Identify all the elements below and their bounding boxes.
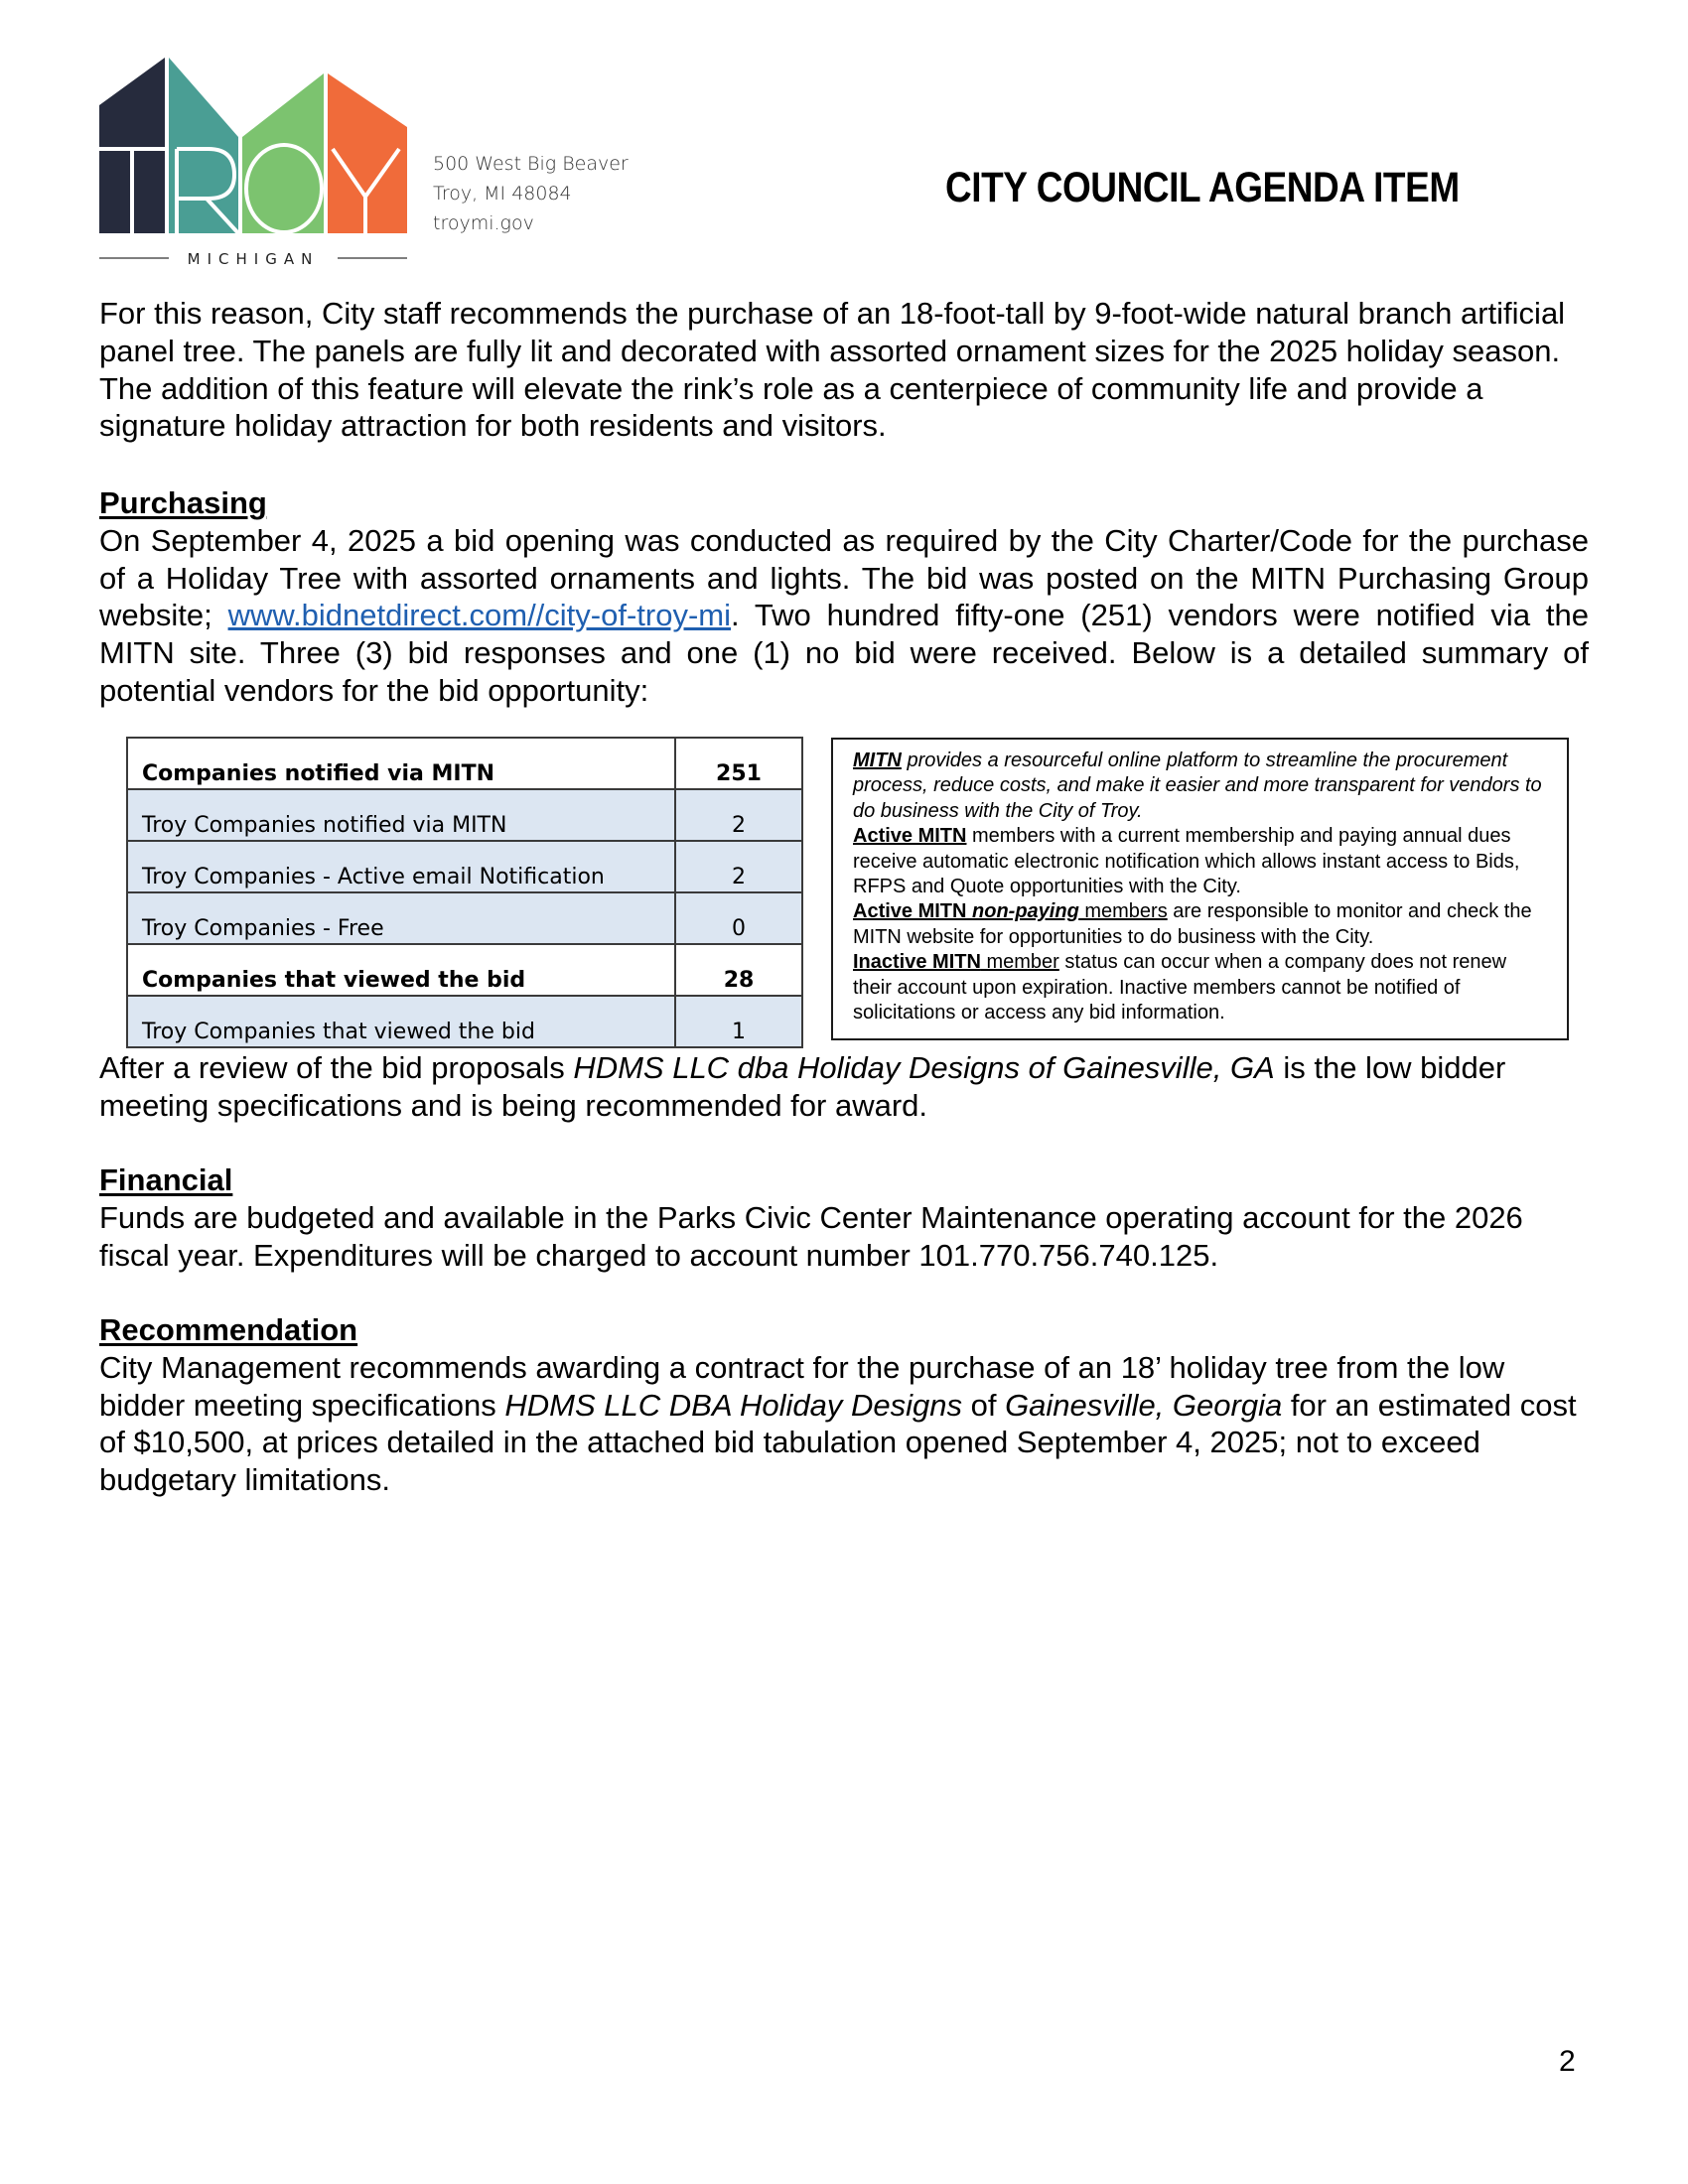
address-city: Troy, MI 48084 [433, 183, 572, 205]
active-mitn-label: Active MITN [853, 900, 967, 923]
table-row [127, 996, 802, 1047]
mitn-info-p4-text: status can occur when a company does not renew their account upon expiration. Inactive members cannot be notified of solicitations or access any bid information. [853, 951, 1507, 1024]
row-value: 28 [675, 944, 802, 996]
active-nonpaying-term [853, 900, 1168, 922]
mitn-info-p1 [853, 749, 1547, 824]
purchasing-text-after-link: . Two hundred fifty-one (251) vendors were notified via the MITN site. Three (3) bid responses and one (1) no bid were received. Below is a detailed summary of potential vendors for the bid opportunity: [99, 598, 1589, 708]
table-row [127, 738, 802, 789]
table-row [127, 892, 802, 944]
active-mitn-term: Active MITN [853, 825, 967, 848]
troy-house-logo-icon [99, 58, 409, 271]
row-value: 2 [675, 841, 802, 892]
recommendation-paragraph [99, 1349, 1589, 1499]
recommendation-text-1: City Management recommends awarding a contract for the purchase of an 18’ holiday tree from the low bidder meeting specifications [99, 1349, 1505, 1423]
mitn-info-box [831, 738, 1569, 1040]
financial-section [99, 1161, 1589, 1274]
row-value: 251 [675, 738, 802, 789]
purchasing-heading: Purchasing [99, 485, 267, 520]
mitn-info-p3 [853, 899, 1547, 950]
award-paragraph [99, 1049, 1589, 1125]
row-label: Troy Companies that viewed the bid [127, 996, 675, 1047]
row-value: 0 [675, 892, 802, 944]
mitn-info-p4 [853, 950, 1547, 1025]
inactive-mitn-label: Inactive MITN [853, 951, 981, 974]
row-label: Companies notified via MITN [127, 738, 675, 789]
mitn-info-p2 [853, 824, 1547, 899]
recommendation-section [99, 1311, 1589, 1499]
row-value: 1 [675, 996, 802, 1047]
member-label: member [980, 951, 1059, 974]
row-label: Troy Companies notified via MITN [127, 789, 675, 841]
page-number: 2 [1559, 2045, 1576, 2078]
recommendation-vendor: HDMS LLC DBA Holiday Designs [504, 1387, 962, 1423]
address-street: 500 West Big Beaver [433, 153, 629, 175]
purchasing-section [99, 484, 1589, 710]
award-vendor: HDMS LLC dba Holiday Designs of Gainesville, GA [573, 1050, 1275, 1085]
purchasing-paragraph [99, 522, 1589, 710]
recommendation-location: Gainesville, Georgia [1005, 1387, 1283, 1423]
address-website: troymi.gov [433, 212, 534, 234]
svg-text:MICHIGAN: MICHIGAN [187, 250, 320, 268]
award-text-2: is the low bidder meeting specifications and is being recommended for award. [99, 1050, 1506, 1123]
troy-logo [99, 58, 409, 271]
mitn-info-p3-text: are responsible to monitor and check the MITN website for opportunities to do business with the City. [853, 900, 1532, 948]
row-value: 2 [675, 789, 802, 841]
table-row [127, 944, 802, 996]
non-paying-label: non-paying [972, 900, 1079, 923]
row-label: Troy Companies - Active email Notification [127, 841, 675, 892]
purchasing-text-before-link: On September 4, 2025 a bid opening was conducted as required by the City Charter/Code for the purchase of a Holiday Tree with assorted ornaments and lights. The bid was posted on the MITN Purchasing Group website; [99, 522, 1589, 633]
financial-heading: Financial [99, 1162, 233, 1197]
bidnetdirect-link[interactable]: www.bidnetdirect.com//city-of-troy-mi [227, 598, 732, 633]
row-label: Companies that viewed the bid [127, 944, 675, 996]
page-title: CITY COUNCIL AGENDA ITEM [945, 164, 1460, 211]
members-label: members [1078, 900, 1168, 923]
mitn-info-p2-text: members with a current membership and paying annual dues receive automatic electronic notification which allows instant access to Bids, RFPS and Quote opportunities with the City. [853, 825, 1520, 898]
table-row [127, 789, 802, 841]
recommendation-text-2: of [961, 1387, 1006, 1423]
city-address [433, 149, 629, 238]
mitn-info-p1-text: provides a resourceful online platform to streamline the procurement process, reduce costs, and make it easier and more transparent for vendors to do business with the City of Troy. [853, 750, 1542, 822]
inactive-member-term [853, 951, 1059, 973]
vendor-summary-table [126, 737, 803, 1048]
mitn-term: MITN [853, 750, 902, 771]
intro-paragraph: For this reason, City staff recommends the purchase of an 18-foot-tall by 9-foot-wide natural branch artificial panel tree. The panels are fully lit and decorated with assorted ornament sizes for the 2025 holiday season. The addition of this feature will elevate the rink’s role as a centerpiece of community life and provide a signature holiday attraction for both residents and visitors. [99, 296, 1566, 444]
financial-paragraph: Funds are budgeted and available in the Parks Civic Center Maintenance operating account for the 2026 fiscal year. Expenditures will be charged to account number 101.770.756.740.125. [99, 1199, 1523, 1273]
recommendation-text-3: for an estimated cost of $10,500, at prices detailed in the attached bid tabulation opened September 4, 2025; not to exceed budgetary limitations. [99, 1387, 1577, 1498]
row-label: Troy Companies - Free [127, 892, 675, 944]
award-text-1: After a review of the bid proposals [99, 1050, 574, 1085]
recommendation-heading: Recommendation [99, 1312, 358, 1347]
table-row [127, 841, 802, 892]
